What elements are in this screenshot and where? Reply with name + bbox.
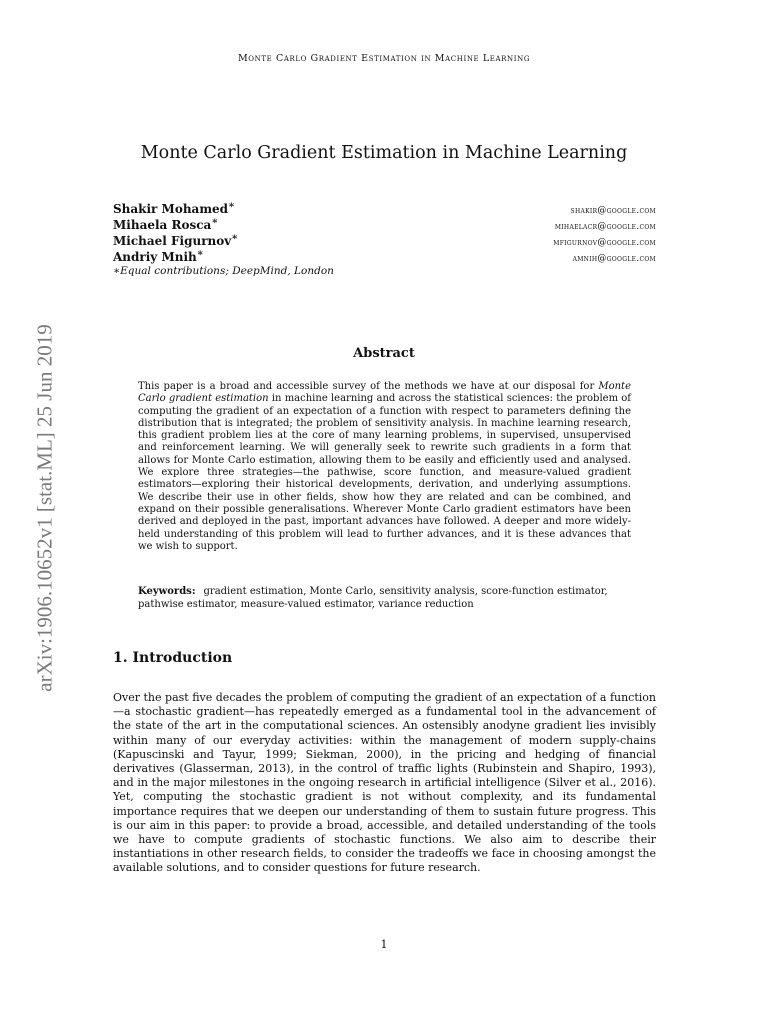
keywords-label: Keywords:: [138, 586, 196, 597]
author-row: [113, 216, 656, 232]
abstract-emphasis: Monte Carlo gradient estimation: [138, 381, 631, 405]
author-row: [113, 232, 656, 248]
equal-contribution-mark: ∗: [196, 248, 204, 259]
keywords: [138, 585, 631, 611]
equal-contribution-mark: ∗: [228, 200, 235, 211]
affiliation-note: ∗Equal contributions; DeepMind, London: [113, 265, 334, 277]
equal-contribution-mark: ∗: [231, 232, 239, 243]
abstract-heading: Abstract: [353, 346, 415, 361]
keywords-list: gradient estimation, Monte Carlo, sensitivity analysis, score-function estimator, pathwise estimator, measure-valued estimator, variance reduction: [138, 586, 608, 610]
author-email[interactable]: shakir@google.com: [570, 206, 656, 216]
author-name: Shakir Mohamed∗: [113, 200, 235, 216]
paper-title: Monte Carlo Gradient Estimation in Machine Learning: [140, 143, 628, 163]
author-block: [113, 200, 656, 277]
equal-contribution-mark: ∗: [211, 216, 219, 227]
author-email[interactable]: mihaelacr@google.com: [554, 222, 656, 232]
section-heading: 1. Introduction: [113, 650, 233, 666]
page-number: 1: [380, 938, 388, 951]
author-email[interactable]: mfigurnov@google.com: [553, 238, 656, 248]
arxiv-identifier-stamp: arXiv:1906.10652v1 [stat.ML] 25 Jun 2019: [32, 324, 57, 692]
author-name: Mihaela Rosca∗: [113, 216, 219, 232]
author-email[interactable]: amnih@google.com: [572, 254, 656, 264]
introduction-paragraph: Over the past five decades the problem of computing the gradient of an expectation of a function—a stochastic gradient—has repeatedly emerged as a fundamental tool in the advancement of the state of the art in the computational sciences. An ostensibly anodyne gradient lies invisibly within many of our everyday activities: within the management of modern supply-chains (Kapuscinski and Tayur, 1999; Siekman, 2000), in the pricing and hedging of financial derivatives (Glasserman, 2013), in the control of traffic lights (Rubinstein and Shapiro, 1993), and in the major milestones in the ongoing research in artificial intelligence (Silver et al., 2016). Yet, computing the stochastic gradient is not without complexity, and its fundamental importance requires that we deepen our understanding of them to sustain future progress. This is our aim in this paper: to provide a broad, accessible, and detailed understanding of the tools we have to compute gradients of stochastic functions. We also aim to describe their instantiations in other research fields, to consider the tradeoffs we face in choosing amongst the available solutions, and to consider questions for future research.: [113, 691, 656, 875]
running-head: Monte Carlo Gradient Estimation in Machine Learning: [237, 53, 531, 64]
author-name: Andriy Mnih∗: [113, 248, 204, 264]
author-name: Michael Figurnov∗: [113, 232, 239, 248]
author-row: [113, 200, 656, 216]
author-row: [113, 248, 656, 264]
abstract-text: This paper is a broad and accessible survey of the methods we have at our disposal for Monte Carlo gradient estimation in machine learning and across the statistical sciences: the problem of computing the gradient of an expectation of a function with respect to parameters defining the distribution that is integrated; the problem of sensitivity analysis. In machine learning research, this gradient problem lies at the core of many learning problems, in supervised, unsupervised and reinforcement learning. We will generally seek to rewrite such gradients in a form that allows for Monte Carlo estimation, allowing them to be easily and efficiently used and analysed. We explore three strategies—the pathwise, score function, and measure-valued gradient estimators—exploring their historical developments, derivation, and underlying assumptions. We describe their use in other fields, show how they are related and can be combined, and expand on their possible generalisations. Wherever Monte Carlo gradient estimators have been derived and deployed in the past, important advances have followed. A deeper and more widely-held understanding of this problem will lead to further advances, and it is these advances that we wish to support.: [138, 381, 632, 552]
